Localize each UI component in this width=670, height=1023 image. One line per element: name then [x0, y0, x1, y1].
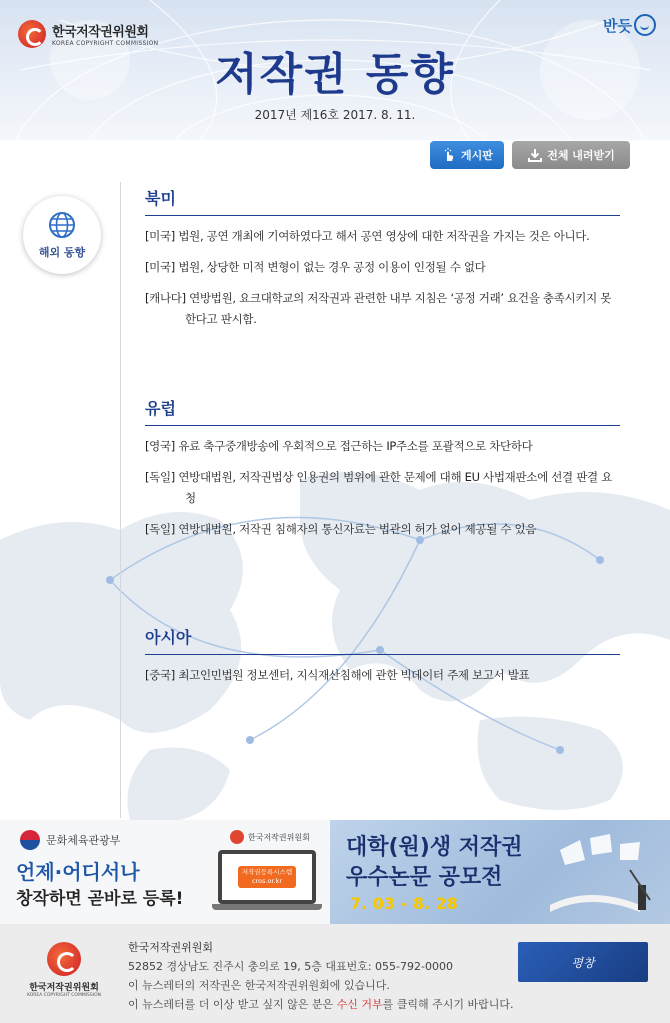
article-link[interactable]: [미국] 법원, 공연 개최에 기여하였다고 해서 공연 영상에 대한 저작권을 가지는 것은 아니다. [145, 229, 590, 243]
board-button[interactable] [430, 141, 504, 169]
section-badge [23, 196, 101, 274]
footer-logo-name-ko: 한국저작권위원회 [29, 983, 99, 993]
bandut-text: 반듯 [603, 16, 632, 35]
banner-commission-logo [230, 830, 310, 844]
registration-banner[interactable] [0, 820, 330, 924]
laptop-line-1: 저작권등록시스템 [241, 868, 293, 876]
globe-icon [47, 210, 77, 240]
download-icon [527, 147, 543, 163]
banner-slogan-1: 언제·어디서나 [16, 860, 140, 884]
contest-banner[interactable] [330, 820, 670, 924]
banner-commission-name: 한국저작권위원회 [248, 832, 310, 842]
section-badge-label: 해외 동향 [38, 246, 86, 259]
footer-copyright: 이 뉴스레터의 저작권은 한국저작권위원회에 있습니다. [128, 979, 390, 992]
article-link[interactable]: [독일] 연방대법원, 저작권 침해자의 통신자료는 법관의 허가 없이 제공될 수 있음 [145, 522, 537, 536]
taegeuk-icon [20, 830, 40, 850]
region-title: 아시아 [145, 625, 620, 655]
contest-title-2: 우수논문 공모전 [346, 865, 503, 890]
issue-info: 2017년 제16호 2017. 8. 11. [254, 108, 416, 122]
article-link[interactable]: [미국] 법원, 상당한 미적 변형이 없는 경우 공정 이용이 인정될 수 없다 [145, 260, 486, 274]
header [0, 0, 670, 140]
footer-unsubscribe-line [128, 995, 514, 1014]
pyeongchang-text: 평창 [571, 955, 595, 970]
bandut-logo [603, 14, 656, 36]
board-button-label: 게시판 [461, 149, 493, 162]
footer-address: 52852 경상남도 진주시 충의로 19, 5층 대표번호: 055-792-0000 [128, 960, 453, 973]
footer-info [128, 938, 514, 1014]
article-link[interactable]: [영국] 유료 축구중개방송에 우회적으로 접근하는 IP주소를 포괄적으로 차단하다 [145, 439, 533, 453]
logo-name-ko: 한국저작권위원회 [52, 25, 149, 40]
laptop-line-2: cros.or.kr [251, 877, 283, 885]
side-divider [120, 182, 121, 818]
footer-logo-name-en: KOREA COPYRIGHT COMMISSION [26, 993, 101, 998]
article-link[interactable]: [캐나다] 연방법원, 요크대학교의 저작권과 관련한 내부 지침은 ‘공정 거래’ 요건을 충족시키지 못한다고 판시함. [145, 291, 612, 326]
unsubscribe-prefix: 이 뉴스레터를 더 이상 받고 싶지 않은 분은 [128, 998, 337, 1011]
unsubscribe-link[interactable]: 수신 거부 [336, 998, 383, 1011]
page-title: 저작권 동향 [215, 49, 455, 100]
region-north-america [145, 186, 620, 330]
region-title: 유럽 [145, 396, 620, 426]
promo-banner [0, 820, 670, 924]
download-all-button-label: 전체 내려받기 [547, 149, 615, 162]
article-link[interactable]: [중국] 최고인민법원 정보센터, 지식재산침해에 관한 빅데이터 주제 보고서 발표 [145, 668, 530, 682]
article-link[interactable]: [독일] 연방대법원, 저작권법상 인용권의 범위에 관한 문제에 대해 EU 사법재판소에 선결 판결 요청 [145, 470, 613, 505]
pyeongchang-banner[interactable] [518, 942, 648, 982]
commission-logo-icon [230, 830, 244, 844]
smile-icon [634, 14, 656, 36]
ministry-name: 문화체육관광부 [46, 834, 121, 847]
banner-slogan-2: 창작하면 곧바로 등록! [16, 889, 184, 909]
download-all-button[interactable] [512, 141, 630, 169]
contest-title-1: 대학(원)생 저작권 [346, 835, 523, 860]
region-europe [145, 396, 620, 540]
region-title: 북미 [145, 186, 620, 216]
laptop-screen-label [238, 866, 296, 888]
laptop-icon [212, 850, 322, 916]
logo-name-en: KOREA COPYRIGHT COMMISSION [52, 40, 159, 47]
unsubscribe-suffix: 를 클릭해 주시기 바랍니다. [382, 998, 514, 1011]
hand-pointer-icon [441, 147, 457, 163]
books-icon [530, 830, 660, 920]
region-asia [145, 625, 620, 686]
footer-logo[interactable] [24, 942, 104, 998]
footer [0, 924, 670, 1023]
commission-logo-icon [47, 942, 81, 976]
contest-date: 7. 03 - 8. 28 [350, 894, 458, 913]
footer-org-name: 한국저작권위원회 [128, 941, 214, 954]
ministry-logo [20, 830, 120, 850]
